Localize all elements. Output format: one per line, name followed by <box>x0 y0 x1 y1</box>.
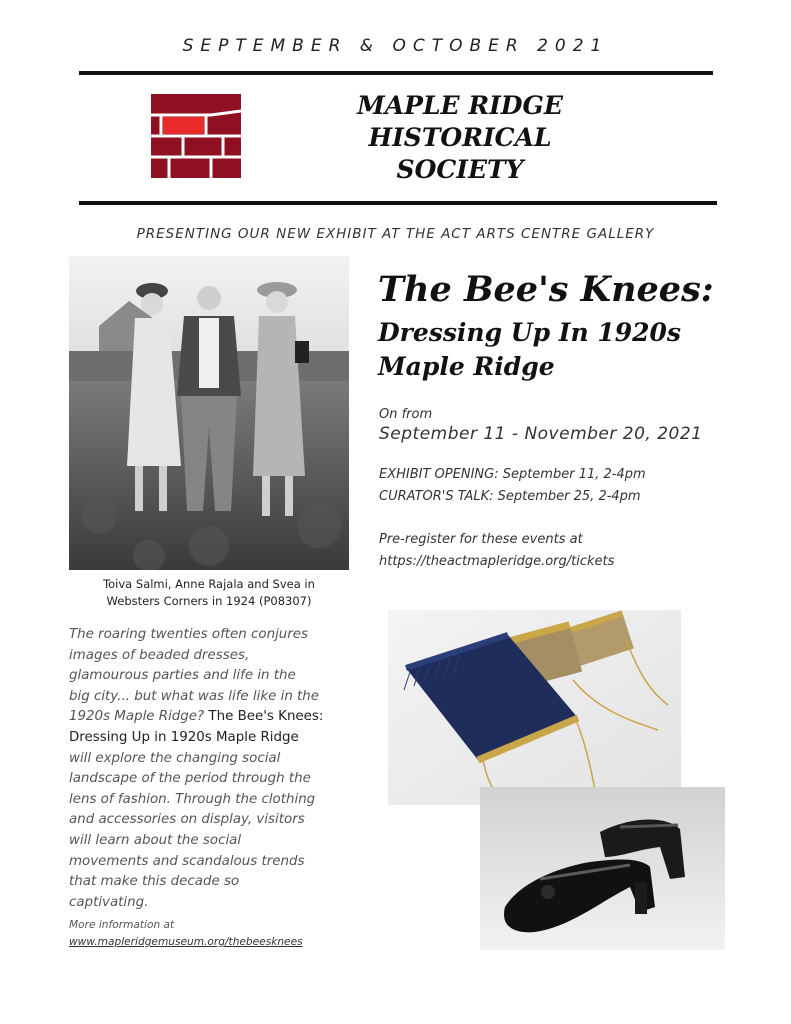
body-line-3: glamourous parties and life in the <box>69 668 296 684</box>
photo-caption <box>69 576 349 610</box>
exhibit-subtitle-line-1: Dressing Up In 1920s <box>378 318 681 347</box>
exhibit-dates: September 11 - November 20, 2021 <box>379 424 703 444</box>
body-line-4: big city... but what was life like in the <box>69 688 320 704</box>
body-line-11: will learn about the social <box>69 832 242 848</box>
society-name-line-2: HISTORICAL <box>368 123 552 152</box>
body-line-2: images of beaded dresses, <box>69 647 250 663</box>
preregister-link[interactable]: https://theactmapleridge.org/tickets <box>379 554 615 569</box>
body-line-13: that make this decade so <box>69 874 240 890</box>
photo-caption-line-1: Toiva Salmi, Anne Rajala and Svea in <box>103 577 315 591</box>
body-line-14: captivating. <box>69 894 149 910</box>
exhibit-opening: EXHIBIT OPENING: September 11, 2-4pm <box>379 467 646 482</box>
body-line-10: and accessories on display, visitors <box>69 812 305 828</box>
on-from-label: On from <box>379 407 433 422</box>
exhibit-subtitle-line-2: Maple Ridge <box>378 352 555 381</box>
date-line: SEPTEMBER & OCTOBER 2021 <box>182 36 609 56</box>
body-line-9: lens of fashion. Through the clothing <box>69 791 316 807</box>
society-name <box>330 90 590 186</box>
exhibit-description <box>69 625 359 913</box>
curator-talk: CURATOR'S TALK: September 25, 2-4pm <box>379 489 641 504</box>
body-line-5 <box>69 707 359 728</box>
body-line-8: landscape of the period through the <box>69 771 311 787</box>
more-info-label: More information at <box>69 919 175 931</box>
body-line-12: movements and scandalous trends <box>69 853 305 869</box>
historic-group-photo <box>69 256 349 570</box>
body-line-5a: 1920s Maple Ridge? <box>69 709 205 725</box>
body-line-7: will explore the changing social <box>69 750 281 766</box>
more-info-link[interactable]: www.mapleridgemuseum.org/thebeesknees <box>69 936 303 948</box>
bottom-divider <box>79 201 717 205</box>
velvet-shoes-photo <box>480 787 725 950</box>
preregister-text: Pre-register for these events at <box>379 532 583 547</box>
beaded-purses-photo <box>388 610 681 805</box>
exhibit-name-inline-2: Dressing Up in 1920s Maple Ridge <box>69 729 299 745</box>
brick-wall-icon <box>151 94 241 178</box>
photo-caption-line-2: Websters Corners in 1924 (P08307) <box>106 594 312 608</box>
top-divider <box>79 71 713 75</box>
society-name-line-3: SOCIETY <box>396 155 524 184</box>
society-name-line-1: MAPLE RIDGE <box>357 91 563 120</box>
exhibit-title: The Bee's Knees: <box>378 269 714 310</box>
exhibit-subtitle <box>378 316 758 384</box>
exhibit-name-inline-1: The Bee's Knees: <box>208 709 324 725</box>
presenting-line: PRESENTING OUR NEW EXHIBIT AT THE ACT ARTS CENTRE GALLERY <box>136 226 655 242</box>
body-line-1: The roaring twenties often conjures <box>69 627 309 642</box>
